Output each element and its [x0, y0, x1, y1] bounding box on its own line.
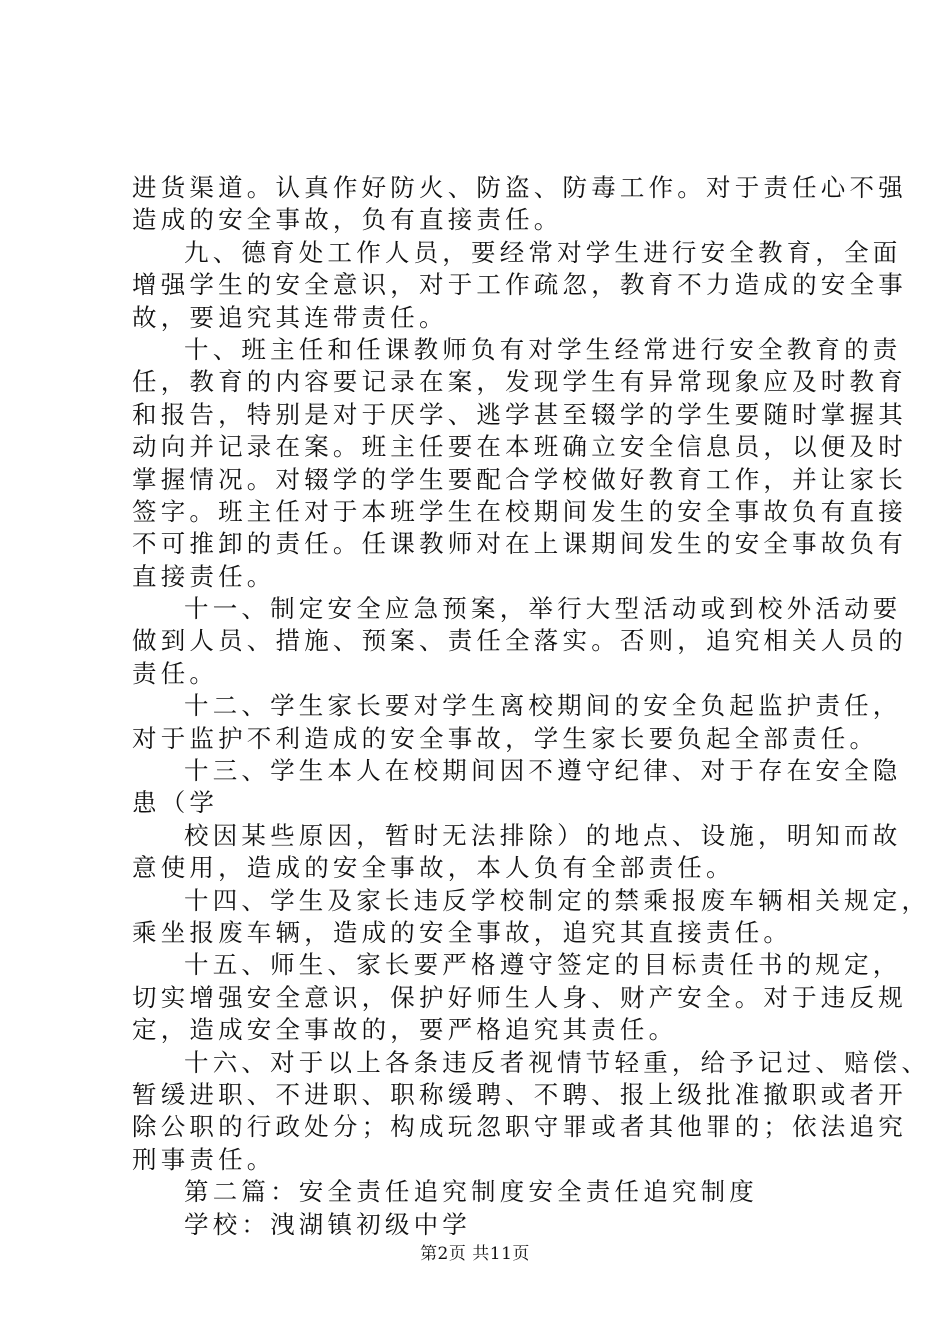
text-line: 十一、制定安全应急预案，举行大型活动或到校外活动要: [184, 594, 902, 624]
text-line: 对于监护不利造成的安全事故，学生家长要负起全部责任。: [132, 723, 879, 753]
text-line: 除公职的行政处分；构成玩忽职守罪或者其他罪的；依法追究: [132, 1112, 907, 1142]
text-line: 增强学生的安全意识，对于工作疏忽，教育不力造成的安全事: [132, 270, 907, 300]
text-line: 乘坐报废车辆，造成的安全事故，追究其直接责任。: [132, 917, 793, 947]
text-line: 校因某些原因，暂时无法排除）的地点、设施，明知而故: [184, 820, 902, 850]
text-line: 不可推卸的责任。任课教师对在上课期间发生的安全事故负有: [132, 529, 907, 559]
document-body: [132, 172, 931, 1241]
text-line: 意使用，造成的安全事故，本人负有全部责任。: [132, 853, 735, 883]
text-line: 十五、师生、家长要严格遵守签定的目标责任书的规定，: [184, 950, 902, 980]
text-line: 九、德育处工作人员，要经常对学生进行安全教育，全面: [184, 237, 902, 267]
text-line: 刑事责任。: [132, 1144, 276, 1174]
text-line: 定，造成安全事故的，要严格追究其责任。: [132, 1015, 678, 1045]
text-line: 暂缓进职、不进职、职称缓聘、不聘、报上级批准撤职或者开: [132, 1079, 907, 1109]
text-line: 掌握情况。对辍学的学生要配合学校做好教育工作，并让家长: [132, 464, 907, 494]
text-line: 第二篇：安全责任追究制度安全责任追究制度: [184, 1177, 758, 1207]
text-line: 学校：洩湖镇初级中学: [184, 1209, 471, 1239]
text-line: 做到人员、措施、预案、责任全落实。否则，追究相关人员的: [132, 626, 907, 656]
text-line: 十二、学生家长要对学生离校期间的安全负起监护责任，: [184, 691, 902, 721]
text-line: 故，要追究其连带责任。: [132, 302, 448, 332]
text-line: 造成的安全事故，负有直接责任。: [132, 205, 563, 235]
text-line: 动向并记录在案。班主任要在本班确立安全信息员，以便及时: [132, 432, 907, 462]
text-line: 签字。班主任对于本班学生在校期间发生的安全事故负有直接: [132, 496, 907, 526]
text-line: 责任。: [132, 658, 219, 688]
text-line: 直接责任。: [132, 561, 276, 591]
text-line: 进货渠道。认真作好防火、防盗、防毒工作。对于责任心不强: [132, 173, 907, 202]
text-line: 和报告，特别是对于厌学、逃学甚至辍学的学生要随时掌握其: [132, 399, 907, 429]
text-line: 切实增强安全意识，保护好师生人身、财产安全。对于违反规: [132, 982, 907, 1012]
page-number-footer: 第2页 共11页: [420, 1244, 530, 1264]
text-line: 十四、学生及家长违反学校制定的禁乘报废车辆相关规定，: [184, 885, 931, 915]
text-line: 患（学: [132, 788, 219, 818]
text-line: 十、班主任和任课教师负有对学生经常进行安全教育的责: [184, 334, 902, 364]
text-line: 十六、对于以上各条违反者视情节轻重，给予记过、赔偿、: [184, 1047, 931, 1077]
text-line: 任，教育的内容要记录在案，发现学生有异常现象应及时教育: [132, 367, 907, 397]
text-line: 十三、学生本人在校期间因不遵守纪律、对于存在安全隐: [184, 756, 902, 786]
